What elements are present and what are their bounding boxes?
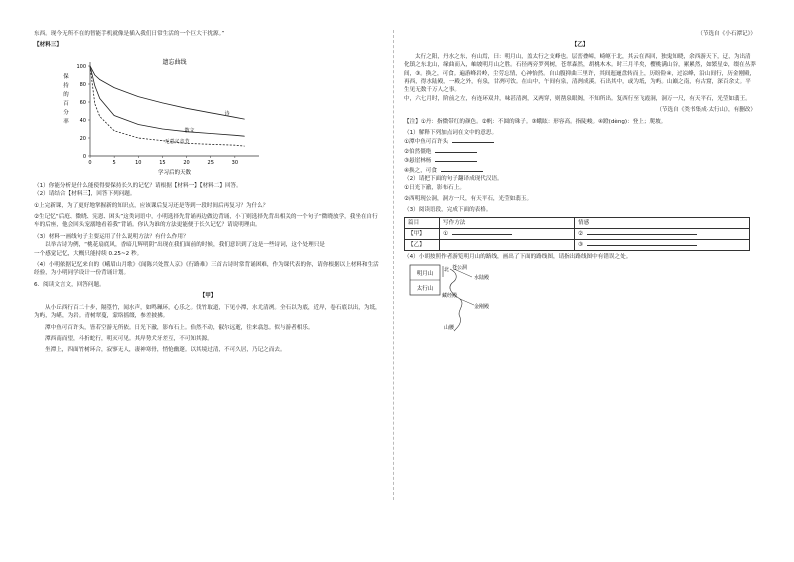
question-6: 6．阅读文言文，回答问题。 bbox=[34, 281, 105, 288]
x-tick-label: 15 bbox=[159, 159, 166, 166]
y-axis-label-char: 分 bbox=[63, 109, 69, 116]
table-cell-title: 【甲】 bbox=[405, 228, 440, 239]
route-stop: 山腰 bbox=[444, 325, 455, 332]
right-column bbox=[404, 30, 756, 335]
question-4: （4）小明依据记忆来自的《峨眉山月歌》《闻陈兴处置人京》《行路难》三首古诗时常背诵困难，作为课代表的你，请你根据以上材料和生活经验，为小明同学设计一份背诵计划。 bbox=[34, 262, 379, 277]
source-yi: （节选自《类书集成·太行山》，有删改） bbox=[656, 107, 756, 114]
r-question-3: （3）阅读语段，完成下面的表格。 bbox=[404, 207, 492, 214]
answer-blank[interactable] bbox=[452, 137, 494, 143]
route-path bbox=[450, 269, 462, 331]
r-q1-item-text: ②伯然僵绝 bbox=[404, 148, 432, 155]
route-stop: 藏经殿 bbox=[442, 293, 458, 300]
y-tick-label: 60 bbox=[79, 99, 86, 106]
x-axis-label: 学习后的天数 bbox=[157, 169, 192, 176]
table-header-row bbox=[405, 217, 750, 228]
r-q1-item bbox=[404, 166, 756, 175]
chart-title: 遗忘曲线 bbox=[162, 58, 187, 66]
y-tick-label: 100 bbox=[76, 63, 86, 70]
data-point bbox=[138, 138, 139, 139]
table-row bbox=[405, 239, 750, 250]
y-axis-label-char: 率 bbox=[63, 118, 69, 125]
cell-marker: ③ bbox=[578, 242, 584, 249]
jia-paragraph-2: 潭中鱼可百许头，皆若空游无所依。日光下澈，影布石上。佁然不动，俶尔远逝，往来翕忽。似与游者相乐。 bbox=[45, 324, 314, 331]
data-point bbox=[90, 66, 91, 67]
material3-label: 【材料三】 bbox=[34, 42, 62, 49]
r-question-2: （2）请把下面的句子翻译成现代汉语。 bbox=[404, 176, 503, 183]
data-point bbox=[95, 75, 96, 76]
source-jia: （节选自《小石潭记》） bbox=[697, 31, 756, 37]
data-point bbox=[99, 79, 100, 80]
route-stop: 金刚殿 bbox=[474, 304, 490, 311]
y-axis-label-char: 持 bbox=[63, 82, 69, 89]
data-point bbox=[244, 119, 245, 120]
table-cell-title: 【乙】 bbox=[405, 239, 440, 250]
r-q1-item-text: ①潭中鱼可百许头 bbox=[404, 139, 449, 146]
series-line bbox=[90, 66, 245, 136]
question-2a: ①上完新课，为了更好地掌握新的知识点，应该课后复习还是等到一段时间后再复习？为什么？ bbox=[34, 202, 269, 209]
question-2: （2）请结合【材料三】，回答下列问题。 bbox=[34, 191, 136, 198]
r-q1-item bbox=[404, 147, 756, 156]
data-point bbox=[244, 136, 245, 137]
data-point bbox=[138, 124, 139, 125]
y-tick-label: 80 bbox=[79, 81, 86, 88]
series-label: 诗 bbox=[224, 110, 230, 117]
table-cell-emotion[interactable] bbox=[575, 228, 750, 239]
table-row bbox=[405, 228, 750, 239]
notes: 【注】①丹：指微带红的颜色。②帆：不圆的珠子。③蛾眩：形容高。指陡峻。④蹬(dèng)：登上；爬坡。 bbox=[404, 118, 667, 125]
x-tick-label: 20 bbox=[183, 159, 190, 166]
series-label: 散文 bbox=[184, 128, 195, 135]
answer-table bbox=[404, 217, 750, 251]
jia-label: 【甲】 bbox=[199, 293, 217, 300]
answer-blank[interactable] bbox=[435, 147, 477, 153]
data-point bbox=[95, 85, 96, 86]
forgetting-curve-chart bbox=[34, 52, 264, 180]
data-point bbox=[99, 116, 100, 117]
series-label: 无意义音节 bbox=[164, 138, 190, 145]
left-column bbox=[34, 30, 382, 355]
question-1: （1）你能分析是什么能使得要保持长久的记忆？请根据【材料一】【材料二】回答。 bbox=[34, 182, 242, 189]
north-label: 北 bbox=[444, 267, 450, 274]
series-line bbox=[90, 66, 245, 119]
data-point bbox=[162, 140, 163, 141]
route-diagram bbox=[404, 263, 544, 335]
y-axis-label-char: 百 bbox=[63, 100, 69, 107]
r-q1-item bbox=[404, 156, 756, 165]
data-point bbox=[210, 144, 211, 145]
data-point bbox=[235, 135, 236, 136]
box-bottom-label: 太行山 bbox=[416, 286, 434, 293]
yi-paragraph-2: 中，六七月时，阶前之左，有连环双井，味甚清冽，又两穿，则凿泉眼阁，不知所出。复西行至飞霞洞，洞万一尺，有天平石，光莹如翡王。 bbox=[404, 95, 751, 102]
table-cell-method[interactable] bbox=[440, 239, 575, 250]
x-tick-label: 25 bbox=[207, 159, 214, 166]
y-axis-label-char: 保 bbox=[63, 73, 69, 80]
y-tick-label: 0 bbox=[82, 153, 86, 160]
table-cell-emotion[interactable] bbox=[575, 239, 750, 250]
x-tick-label: 10 bbox=[135, 159, 142, 166]
data-point bbox=[235, 145, 236, 146]
route-stop: 苍公洞 bbox=[452, 265, 468, 272]
y-tick-label: 40 bbox=[79, 117, 86, 124]
yi-label: 【乙】 bbox=[571, 42, 589, 49]
r-q2-item-1: ①日光下澈，影布石上。 bbox=[404, 184, 465, 191]
data-point bbox=[210, 133, 211, 134]
x-tick-label: 0 bbox=[88, 159, 92, 166]
table-cell-method[interactable] bbox=[440, 228, 575, 239]
x-tick-label: 5 bbox=[112, 159, 116, 166]
data-point bbox=[162, 129, 163, 130]
cell-marker: ② bbox=[578, 231, 584, 238]
data-point bbox=[114, 115, 115, 116]
r-q1-item bbox=[404, 137, 756, 146]
answer-blank[interactable] bbox=[441, 166, 483, 172]
r-q2-item-2: ②西明现公洞，洞方一尺，有天平石，光莹如翡玉。 bbox=[404, 195, 533, 202]
top-line: 东西。现今无所不在的智能手机就像是插入我们日常生活的一个巨大干扰源。” bbox=[34, 31, 225, 37]
data-point bbox=[138, 96, 139, 97]
data-point bbox=[186, 108, 187, 109]
jia-paragraph-4: 坐潭上，四面竹树环合，寂寥无人，凄神寒骨，悄怆幽邃。以其境过清，不可久居，乃记之而去。 bbox=[45, 347, 286, 354]
jia-paragraph-1: 从小丘西行百二十步，隔篁竹，闻水声，如鸣珮环，心乐之。伐竹取道，下见小潭，水尤清冽。全石以为底，近岸，卷石底以出，为坻，为屿，为嵁，为岩。青树翠蔓，蒙络摇缀，参差披拂。 bbox=[34, 304, 381, 320]
answer-blank[interactable] bbox=[587, 240, 697, 246]
data-point bbox=[244, 146, 245, 147]
answer-blank[interactable] bbox=[435, 156, 477, 162]
data-point bbox=[114, 87, 115, 88]
data-point bbox=[162, 102, 163, 103]
chart-svg bbox=[34, 52, 264, 180]
table-header: 写作方法 bbox=[440, 217, 575, 228]
answer-blank[interactable] bbox=[452, 229, 512, 235]
y-axis-label-char: 的 bbox=[63, 91, 69, 98]
column-divider bbox=[393, 30, 394, 500]
data-point bbox=[114, 130, 115, 131]
x-tick-label: 30 bbox=[231, 159, 239, 166]
jia-paragraph-3: 潭西南而望，斗折蛇行，明灭可见。其岸势犬牙差互，不可知其源。 bbox=[45, 335, 213, 342]
route-stop: 水陆殿 bbox=[474, 275, 490, 282]
route-svg bbox=[404, 263, 544, 335]
data-point bbox=[235, 117, 236, 118]
data-point bbox=[210, 112, 211, 113]
question-2b: ②生记忆“后庭、微晓、宪恩、困头”这类词语中，小明选择先背诵再边做边背诵，小丁则选择先背出相关的一个句子“微晓放学，我坐在自行车的后座，他会回头宠溺地看着我”背诵。你认为谁的方法更能便于长久记忆？请说明理由。 bbox=[34, 214, 378, 229]
question-3: （3）材料一画线句子主要运用了什么说明方法？有什么作用？ bbox=[34, 233, 189, 240]
y-tick-label: 20 bbox=[79, 135, 86, 142]
r-q1-item-text: ④换之，可食 bbox=[404, 167, 437, 174]
question-3-text-1: 以举古诗为例，“桃花扇底风，香暗几辉明阴”出现在我们面前的时候，我们意识到了这是一些诗词，这个处理只是 bbox=[45, 242, 325, 249]
box-top-label: 明月山 bbox=[416, 271, 434, 278]
cell-marker: ① bbox=[443, 231, 449, 238]
table-header: 篇目 bbox=[405, 217, 440, 228]
yi-paragraph-1: 太行之阳，丹水之东，有山焉，曰：明月山，盖太行之支峰也。层峦叠嶂，崎岖于北，其云在西回，独鬼知晓，余西游天下，迂，为出清化镇之东北山，缘曲而入，岫坡明月山之胜。石径两旁罗列树，苍翠森然，胡桃木木。时三月半矣，樱桃满山谷，累累然，如繁星②，缀在丛莽间，③。换之，可食。遍游峰岩岭，尘劳忘情，心神怡然。自山腹抑曲三里许，其间迤逦盘转而上，历盼险④，过凉峰，沿山间行，历金刚殿，再西，得水陆殿，一殿之外，有泉，甘冽可饮。在山中，午间有泉，清冽成溪。石出其中，或为坻，为屿。山巅之南，有古窟，深百余丈。平生见无数千万人之事。 bbox=[404, 53, 756, 94]
data-point bbox=[95, 103, 96, 104]
answer-blank[interactable] bbox=[587, 229, 697, 235]
r-question-1: （1）解释下列加点词在文中的意思。 bbox=[404, 130, 498, 137]
question-3-text-2: 一个感觉记忆，大概只能持续 0.25~2 秒。 bbox=[34, 250, 143, 257]
r-question-4: （4）小胡按照作者游览明月山的路线，画出了下面的路线图，请指出路线图中有错误之处。 bbox=[404, 253, 632, 260]
table-header: 情感 bbox=[575, 217, 750, 228]
r-q1-item-text: ③悬崖林杨 bbox=[404, 158, 432, 165]
data-point bbox=[99, 98, 100, 99]
